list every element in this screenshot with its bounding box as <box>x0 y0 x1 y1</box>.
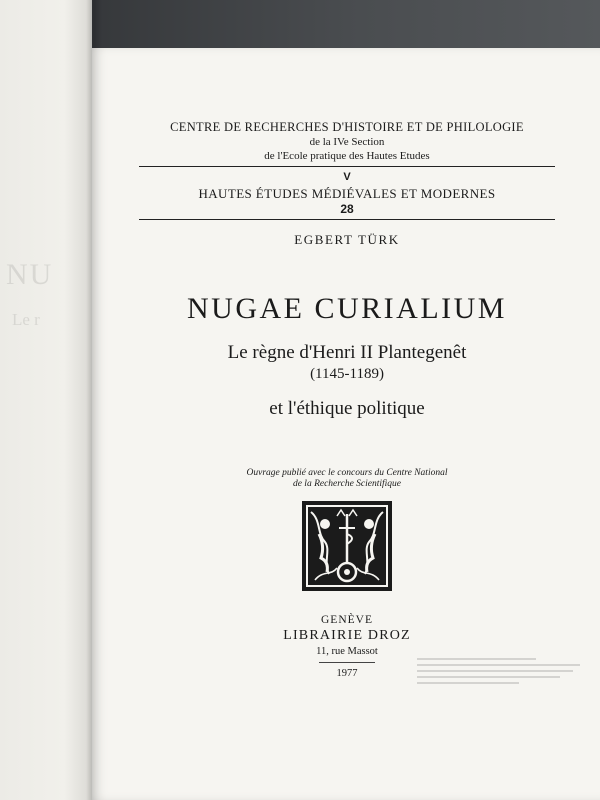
left-page <box>0 0 92 800</box>
imprint-publisher: LIBRAIRIE DROZ <box>283 628 411 643</box>
publisher-device-icon <box>301 500 393 592</box>
institution-line: CENTRE DE RECHERCHES D'HISTOIRE ET DE PHILOLOGIE <box>170 120 524 134</box>
publication-note-line-1: Ouvrage publié avec le concours du Centre National <box>246 468 448 478</box>
header-rule-top <box>139 166 555 167</box>
school-line: de l'Ecole pratique des Hautes Etudes <box>264 150 430 162</box>
series-title: HAUTES ÉTUDES MÉDIÉVALES ET MODERNES <box>198 186 496 201</box>
volume-number: V <box>343 171 351 183</box>
ghost-subtitle-bleed: Le r <box>12 310 40 329</box>
imprint-city: GENÈVE <box>321 614 373 626</box>
title-page <box>92 48 600 800</box>
section-line: de la IVe Section <box>309 136 385 148</box>
subtitle-line-1: Le règne d'Henri II Plantegenêt <box>227 342 467 363</box>
subtitle-line-2: et l'éthique politique <box>269 398 425 419</box>
header-rule-bottom <box>139 219 555 220</box>
imprint-address: 11, rue Massot <box>316 646 378 657</box>
show-through-text <box>417 654 587 698</box>
subtitle-dates: (1145-1189) <box>310 366 384 382</box>
imprint-year: 1977 <box>336 668 358 679</box>
ghost-title-bleed: NU <box>6 258 54 291</box>
series-number: 28 <box>340 202 354 216</box>
book-title: NUGAE CURIALIUM <box>187 292 507 325</box>
imprint-rule <box>319 662 375 663</box>
publication-note-line-2: de la Recherche Scientifique <box>292 479 402 489</box>
author-name: EGBERT TÜRK <box>294 232 400 247</box>
